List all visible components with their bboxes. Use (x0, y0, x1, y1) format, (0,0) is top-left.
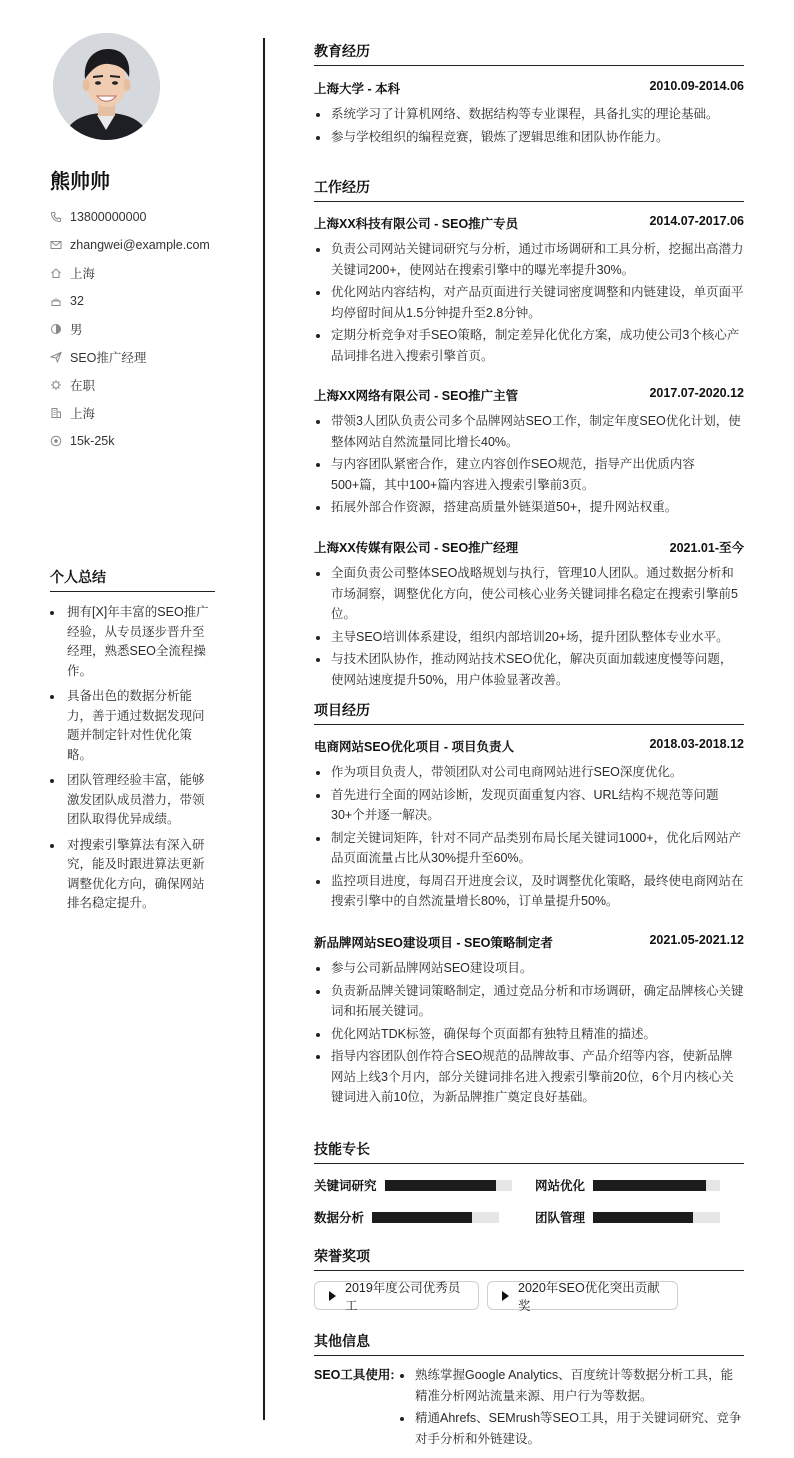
skill-bar (372, 1212, 499, 1223)
contact-email-text: zhangwei@example.com (70, 238, 210, 252)
bullet-item: 负责新品牌关键词策略制定，通过竞品分析和市场调研，确定品牌核心关键词和拓展关键词。 (314, 981, 744, 1022)
entry-org: 上海XX科技有限公司 - SEO推广专员 (314, 217, 519, 231)
work-bullets (314, 411, 744, 520)
bullet-item: 带领3人团队负责公司多个品牌网站SEO工作，制定年度SEO优化计划，使整体网站自然流量同比增长40%。 (314, 411, 744, 452)
summary-title: 个人总结 (50, 567, 215, 592)
contact-age-text: 32 (70, 294, 84, 308)
bullet-item: 首先进行全面的网站诊断，发现页面重复内容、URL结构不规范等问题30+个并逐一解决。 (314, 785, 744, 826)
education-bullets (314, 104, 744, 149)
contact-city-text: 上海 (70, 267, 96, 281)
play-triangle-icon (502, 1291, 509, 1301)
bullet-item: 主导SEO培训体系建设，组织内部培训20+场，提升团队整体专业水平。 (314, 627, 744, 648)
bullet-item: 与内容团队紧密合作，建立内容创作SEO规范，指导产出优质内容500+篇，其中100+篇内容进入搜索引擎前3页。 (314, 454, 744, 495)
contact-age (50, 287, 230, 315)
bullet-item: 拓展外部合作资源，搭建高质量外链渠道50+，提升网站权重。 (314, 497, 744, 518)
skills-title: 技能专长 (314, 1139, 744, 1164)
skill-bar-fill (372, 1212, 472, 1223)
entry-date: 2014.07-2017.06 (649, 214, 744, 228)
contact-gender (50, 315, 230, 343)
skill-name: 关键词研究 (314, 1179, 377, 1193)
bullet-item: 全面负责公司整体SEO战略规划与执行，管理10人团队。通过数据分析和市场洞察，调整优化方向，使公司核心业务关键词排名稳定在搜索引擎前5位。 (314, 563, 744, 625)
award-label: 2020年SEO优化突出贡献奖 (518, 1280, 660, 1313)
contact-city (50, 259, 230, 287)
summary-item: 具备出色的数据分析能力，善于通过数据发现问题并制定针对性优化策略。 (50, 687, 215, 765)
bullet-item: 与技术团队协作，推动网站技术SEO优化，解决页面加载速度慢等问题，使网站速度提升50%，用户体验显著改善。 (314, 649, 744, 690)
summary-list (50, 603, 215, 920)
contact-gender-text: 男 (70, 323, 83, 337)
entry-org: 上海大学 - 本科 (314, 82, 401, 96)
award-badge (314, 1280, 479, 1313)
play-triangle-icon (329, 1291, 336, 1301)
skill-bar-fill (593, 1180, 706, 1191)
bullet-item: 指导内容团队创作符合SEO规范的品牌故事、产品介绍等内容，使新品牌网站上线3个月内，部分关键词排名进入搜索引擎前20位，6个月内核心关键词进入前10位，为新品牌推广奠定良好基础。 (314, 1046, 744, 1108)
bullet-item: 熟练掌握Google Analytics、百度统计等数据分析工具，能精准分析网站流量来源、用户行为等数据。 (398, 1365, 744, 1406)
contact-position-text: SEO推广经理 (70, 351, 147, 365)
contact-salary (50, 427, 230, 455)
skill-name: 网站优化 (535, 1179, 586, 1193)
building-icon (50, 407, 62, 419)
skill-bar (593, 1180, 720, 1191)
projects-title: 项目经历 (314, 700, 744, 725)
bullet-item: 监控项目进度，每周召开进度会议，及时调整优化策略，最终使电商网站在搜索引擎中的自然流量增长80%，订单量提升50%。 (314, 871, 744, 912)
work-entry-head (314, 538, 744, 556)
contact-status (50, 371, 230, 399)
home-icon (50, 267, 62, 279)
skill-bar-fill (385, 1180, 497, 1191)
other-title: 其他信息 (314, 1331, 744, 1356)
education-title: 教育经历 (314, 41, 744, 66)
other-label: SEO工具使用: (314, 1368, 395, 1382)
bullet-item: 参与学校组织的编程竞赛，锻炼了逻辑思维和团队协作能力。 (314, 127, 744, 148)
education-entry-head (314, 79, 744, 97)
awards-title: 荣誉奖项 (314, 1246, 744, 1271)
work-bullets (314, 239, 744, 368)
bullet-item: 定期分析竞争对手SEO策略，制定差异化优化方案，成功使公司3个核心产品词排名进入搜索引擎首页。 (314, 325, 744, 366)
contact-phone (50, 203, 230, 231)
other-bullets (398, 1365, 744, 1451)
bullet-item: 优化网站内容结构，对产品页面进行关键词密度调整和内链建设，单页面平均停留时间从1.5分钟提升至2.8分钟。 (314, 282, 744, 323)
work-entry-head (314, 386, 744, 404)
skill-item (535, 1176, 720, 1194)
bullet-item: 系统学习了计算机网络、数据结构等专业课程，具备扎实的理论基础。 (314, 104, 744, 125)
cake-icon (50, 295, 62, 307)
project-bullets (314, 762, 744, 914)
skill-name: 团队管理 (535, 1211, 586, 1225)
skill-bar-fill (593, 1212, 693, 1223)
contact-location (50, 399, 230, 427)
entry-date: 2018.03-2018.12 (649, 737, 744, 751)
entry-date: 2017.07-2020.12 (649, 386, 744, 400)
mail-icon (50, 239, 62, 251)
avatar (53, 33, 160, 140)
bullet-item: 优化网站TDK标签，确保每个页面都有独特且精准的描述。 (314, 1024, 744, 1045)
summary-item: 拥有[X]年丰富的SEO推广经验，从专员逐步晋升至经理，熟悉SEO全流程操作。 (50, 603, 215, 681)
entry-org: 电商网站SEO优化项目 - 项目负责人 (314, 740, 515, 754)
skill-item (314, 1208, 499, 1226)
column-divider (263, 38, 265, 1420)
bullet-item: 制定关键词矩阵，针对不同产品类别布局长尾关键词1000+，优化后网站产品页面流量占比从30%提升至60%。 (314, 828, 744, 869)
contact-email (50, 231, 230, 259)
contact-list (50, 203, 230, 455)
award-label: 2019年度公司优秀员工 (345, 1280, 461, 1313)
contact-salary-text: 15k-25k (70, 434, 115, 448)
contact-location-text: 上海 (70, 407, 96, 421)
entry-org: 上海XX网络有限公司 - SEO推广主管 (314, 389, 519, 403)
work-title: 工作经历 (314, 177, 744, 202)
skill-item (535, 1208, 720, 1226)
entry-date: 2010.09-2014.06 (649, 79, 744, 93)
skill-name: 数据分析 (314, 1211, 365, 1225)
status-icon (50, 379, 62, 391)
gender-icon (50, 323, 62, 335)
entry-org: 新品牌网站SEO建设项目 - SEO策略制定者 (314, 936, 553, 950)
skill-bar (385, 1180, 512, 1191)
project-entry-head (314, 933, 744, 951)
bullet-item: 精通Ahrefs、SEMrush等SEO工具，用于关键词研究、竞争对手分析和外链建设。 (398, 1408, 744, 1449)
send-icon (50, 351, 62, 363)
award-badge (487, 1280, 678, 1313)
summary-item: 团队管理经验丰富，能够激发团队成员潜力，带领团队取得优异成绩。 (50, 771, 215, 830)
work-entry-head (314, 214, 744, 232)
bullet-item: 负责公司网站关键词研究与分析，通过市场调研和工具分析，挖掘出高潜力关键词200+，使网站在搜索引擎中的曝光率提升30%。 (314, 239, 744, 280)
phone-icon (50, 211, 62, 223)
bullet-item: 参与公司新品牌网站SEO建设项目。 (314, 958, 744, 979)
contact-position (50, 343, 230, 371)
profile-name: 熊帅帅 (50, 171, 110, 193)
skill-item (314, 1176, 512, 1194)
summary-item: 对搜索引擎算法有深入研究，能及时跟进算法更新调整优化方向，确保网站排名稳定提升。 (50, 836, 215, 914)
salary-icon (50, 435, 62, 447)
work-bullets (314, 563, 744, 692)
entry-org: 上海XX传媒有限公司 - SEO推广经理 (314, 541, 519, 555)
contact-phone-text: 13800000000 (70, 210, 147, 224)
contact-status-text: 在职 (70, 379, 96, 393)
skill-bar (593, 1212, 720, 1223)
entry-date: 2021.01-至今 (669, 541, 744, 555)
bullet-item: 作为项目负责人，带领团队对公司电商网站进行SEO深度优化。 (314, 762, 744, 783)
entry-date: 2021.05-2021.12 (649, 933, 744, 947)
project-entry-head (314, 737, 744, 755)
project-bullets (314, 958, 744, 1110)
